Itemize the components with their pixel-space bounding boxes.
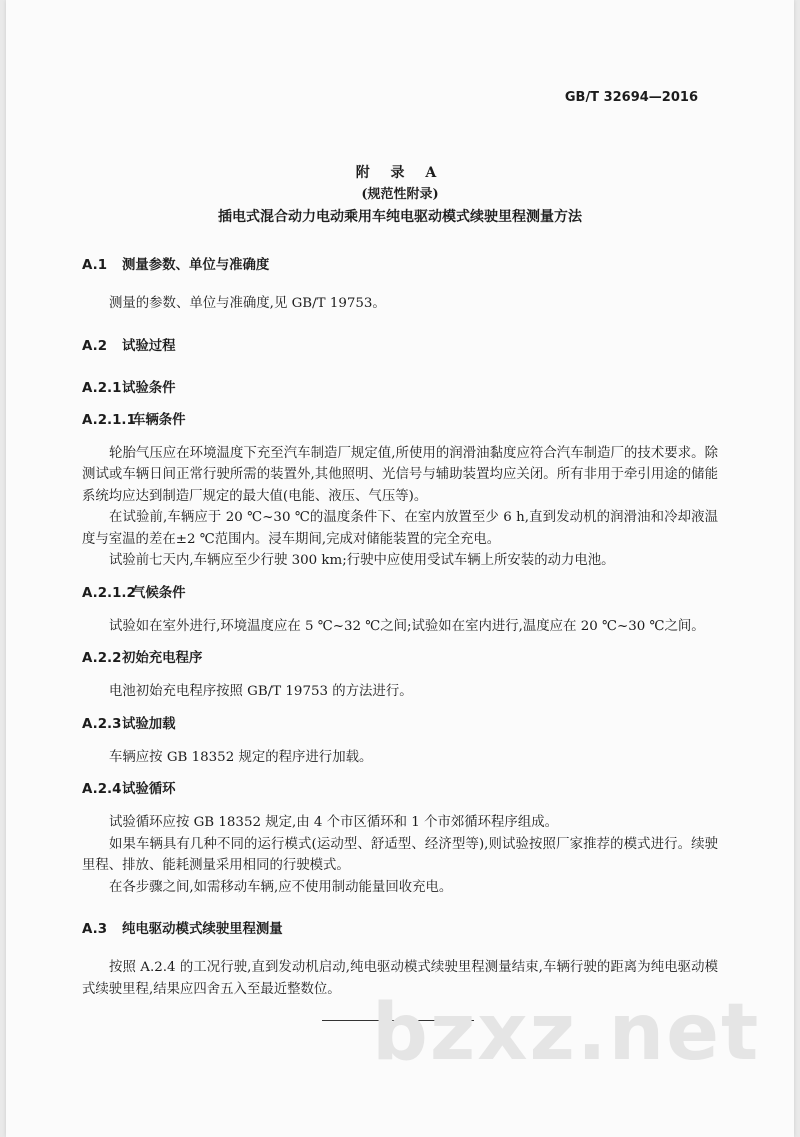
section-a3-heading: A.3 纯电驱动模式续驶里程测量: [82, 922, 283, 937]
section-a23-heading: A.2.3试验加载: [82, 716, 176, 732]
section-a24-heading: A.2.4试验循环: [82, 782, 176, 797]
document-body: [82, 256, 718, 1000]
section-a211-text-2: 在试验前,车辆应于 20 ℃~30 ℃的温度条件下、在室内放置至少 6 h,直到发动机的润滑油和冷却液温度与室温的差在±2 ℃范围内。浸车期间,完成对储能装置的完全充电。: [82, 510, 718, 547]
appendix-name: 插电式混合动力电动乘用车纯电驱动模式续驶里程测量方法: [218, 209, 582, 225]
section-a211-text-1: 轮胎气压应在环境温度下充至汽车制造厂规定值,所使用的润滑油黏度应符合汽车制造厂的技术要求。除测试或车辆日间正常行驶所需的装置外,其他照明、光信号与辅助装置均应关闭。所有非用于牵引用途的储能系统均应达到制造厂规定的最大值(电能、液压、气压等)。: [82, 445, 718, 504]
appendix-type: (规范性附录): [361, 187, 439, 202]
appendix-title-block: [0, 162, 800, 228]
section-a22-heading: A.2.2初始充电程序: [82, 651, 203, 666]
section-a211-heading: A.2.1.1车辆条件: [82, 412, 186, 428]
section-a3-text: 按照 A.2.4 的工况行驶,直到发动机启动,纯电驱动模式续驶里程测量结束,车辆行驶的距离为纯电驱动模式续驶里程,结果应四舍五入至最近整数位。: [82, 960, 718, 997]
section-a22-text: 电池初始充电程序按照 GB/T 19753 的方法进行。: [109, 684, 413, 699]
section-a24-text-2: 如果车辆具有几种不同的运行模式(运动型、舒适型、经济型等),则试验按照厂家推荐的模式进行。续驶里程、排放、能耗测量采用相同的行驶模式。: [82, 836, 718, 873]
section-a24-text-3: 在各步骤之间,如需移动车辆,应不使用制动能量回收充电。: [109, 879, 453, 895]
section-a211-text-3: 试验前七天内,车辆应至少行驶 300 km;行驶中应使用受试车辆上所安装的动力电池。: [109, 553, 615, 568]
section-a1-text: 测量的参数、单位与准确度,见 GB/T 19753。: [109, 296, 386, 311]
standard-code: GB/T 32694—2016: [564, 90, 698, 105]
section-a21-heading: A.2.1试验条件: [82, 380, 176, 396]
section-a1-heading: A.1 测量参数、单位与准确度: [82, 258, 270, 273]
section-a24-text-1: 试验循环应按 GB 18352 规定,由 4 个市区循环和 1 个市郊循环程序组成。: [109, 815, 558, 830]
appendix-label: 附 录 A: [355, 165, 445, 181]
watermark: bzxz.net: [372, 988, 761, 1078]
section-a2-heading: A.2 试验过程: [82, 338, 176, 354]
section-a212-text: 试验如在室外进行,环境温度应在 5 ℃~32 ℃之间;试验如在室内进行,温度应在 20 ℃~30 ℃之间。: [109, 618, 705, 634]
section-a23-text: 车辆应按 GB 18352 规定的程序进行加载。: [109, 749, 373, 765]
section-a212-heading: A.2.1.2气候条件: [82, 585, 186, 601]
